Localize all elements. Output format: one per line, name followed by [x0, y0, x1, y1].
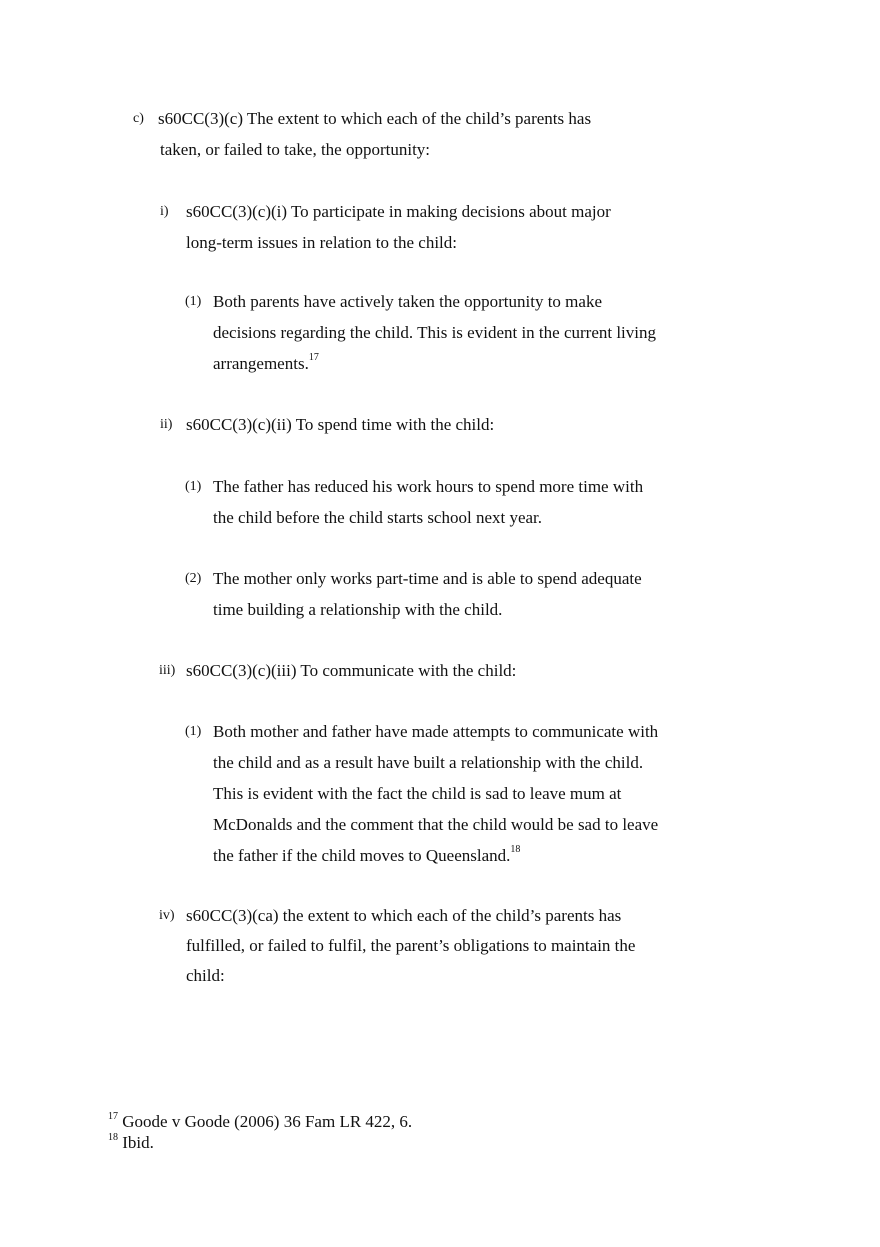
item-line: long-term issues in relation to the child:	[186, 233, 458, 252]
list-marker: i)	[160, 204, 169, 219]
item-line: s60CC(3)(c)(ii) To spend time with the child:	[186, 415, 495, 434]
list-item-c	[133, 103, 718, 165]
footnote-number: 18	[108, 1132, 118, 1144]
item-line: taken, or failed to take, the opportunity:	[160, 140, 431, 159]
item-line: Both parents have actively taken the opportunity to make	[213, 292, 602, 311]
list-item-c-iii-1	[185, 716, 733, 871]
footnote-text: Ibid.	[122, 1133, 154, 1152]
footnote-18	[108, 1132, 412, 1153]
list-item-c-ii	[160, 409, 726, 440]
list-marker: c)	[133, 111, 144, 126]
item-line: Both mother and father have made attempts to communicate with	[213, 722, 659, 741]
item-line	[213, 348, 733, 379]
item-line-text: arrangements.	[213, 354, 309, 373]
list-item-c-iv	[159, 901, 726, 991]
footnote-number: 17	[108, 1111, 118, 1123]
item-line: This is evident with the fact the child is sad to leave mum at	[213, 784, 622, 803]
list-item-c-ii-2	[185, 563, 733, 625]
item-line: the child before the child starts school next year.	[213, 508, 543, 527]
item-line: McDonalds and the comment that the child would be sad to leave	[213, 815, 659, 834]
list-marker: (1)	[185, 724, 202, 739]
list-marker: (1)	[185, 479, 202, 494]
list-marker: (1)	[185, 294, 202, 309]
list-marker: iii)	[159, 663, 176, 678]
item-line: The father has reduced his work hours to spend more time with	[213, 477, 644, 496]
list-marker: (2)	[185, 571, 202, 586]
item-line: decisions regarding the child. This is evident in the current living	[213, 323, 657, 342]
item-line	[213, 840, 733, 871]
item-line: s60CC(3)(ca) the extent to which each of the child’s parents has	[186, 906, 622, 925]
item-line-text: the father if the child moves to Queensland.	[213, 846, 511, 865]
footnotes	[108, 1111, 412, 1153]
item-line: s60CC(3)(c)(i) To participate in making decisions about major	[186, 202, 611, 221]
list-marker: ii)	[160, 417, 173, 432]
item-line: fulfilled, or failed to fulfil, the parent’s obligations to maintain the	[186, 936, 636, 955]
footnote-ref-18[interactable]: 18	[510, 844, 521, 856]
item-line: s60CC(3)(c)(iii) To communicate with the child:	[186, 661, 517, 680]
list-marker: iv)	[159, 908, 175, 923]
item-line: time building a relationship with the child.	[213, 600, 503, 619]
list-item-c-iii	[159, 655, 726, 686]
list-item-c-i	[160, 196, 726, 258]
item-line: child:	[186, 966, 225, 985]
footnote-ref-17[interactable]: 17	[308, 352, 319, 364]
list-item-c-ii-1	[185, 471, 733, 533]
list-item-c-i-1	[185, 286, 733, 379]
footnote-text: Goode v Goode (2006) 36 Fam LR 422, 6.	[122, 1112, 413, 1131]
item-line: the child and as a result have built a relationship with the child.	[213, 753, 644, 772]
item-line: The mother only works part-time and is able to spend adequate	[213, 569, 642, 588]
footnote-17	[108, 1111, 412, 1132]
item-line: s60CC(3)(c) The extent to which each of the child’s parents has	[158, 109, 592, 128]
